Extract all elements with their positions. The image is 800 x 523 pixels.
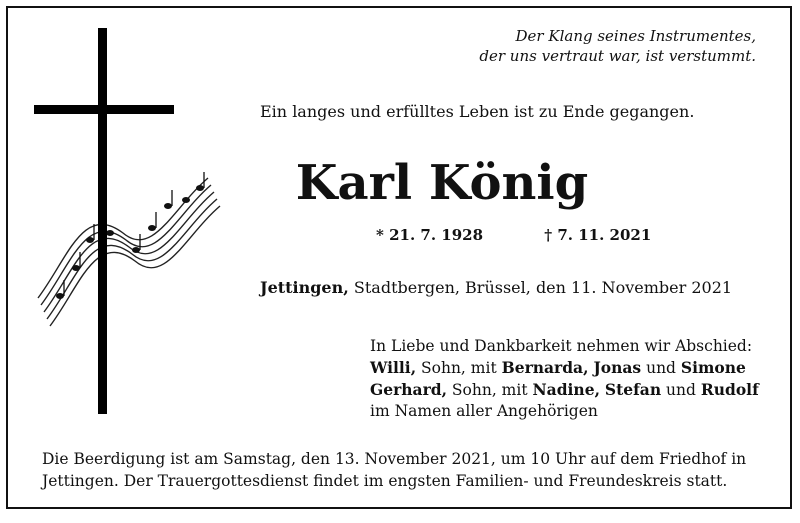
music-staff-icon [38, 178, 220, 326]
farewell-line-2 [370, 357, 759, 379]
place-town: Jettingen, [260, 278, 349, 297]
farewell-text: Sohn, mit [446, 381, 533, 399]
family-name: Jonas [593, 358, 642, 377]
obituary-notice [6, 6, 792, 509]
life-dates [376, 226, 707, 244]
cross-icon [34, 28, 174, 414]
family-name: Nadine, [532, 380, 600, 399]
deceased-name: Karl König [295, 155, 589, 211]
farewell-line-4: im Namen aller Angehörigen [370, 402, 598, 420]
farewell-text: Sohn, mit [416, 359, 502, 377]
funeral-line-2: Jettingen. Der Trauergottesdienst findet im engsten Familien- und Freundeskreis statt. [42, 472, 728, 490]
farewell-block [370, 336, 759, 422]
farewell-line-1: In Liebe und Dankbarkeit nehmen wir Abschied: [370, 337, 753, 355]
farewell-line-3 [370, 379, 759, 401]
family-name: Willi, [370, 358, 417, 377]
farewell-text: und [641, 359, 681, 377]
family-name: Gerhard, [370, 380, 447, 399]
quote-line-2: der uns vertraut war, ist verstummt. [479, 47, 756, 65]
place-rest: Stadtbergen, Brüssel, den 11. November 2021 [348, 278, 733, 297]
quote-line-1: Der Klang seines Instrumentes, [515, 27, 756, 45]
family-name: Rudolf [700, 380, 759, 399]
cross-with-music-icon [28, 28, 238, 428]
family-name: Bernarda, [501, 358, 589, 377]
memorial-quote [456, 26, 756, 66]
funeral-line-1: Die Beerdigung ist am Samstag, den 13. November 2021, um 10 Uhr auf dem Friedhof in [42, 450, 747, 468]
funeral-info [42, 448, 782, 492]
place-and-date [260, 278, 732, 297]
intro-text: Ein langes und erfülltes Leben ist zu Ende gegangen. [260, 102, 695, 121]
family-name: Simone [680, 358, 746, 377]
family-name: Stefan [604, 380, 662, 399]
birth-date: * 21. 7. 1928 [376, 226, 484, 244]
death-date: † 7. 11. 2021 [544, 226, 652, 244]
farewell-text: und [661, 381, 701, 399]
